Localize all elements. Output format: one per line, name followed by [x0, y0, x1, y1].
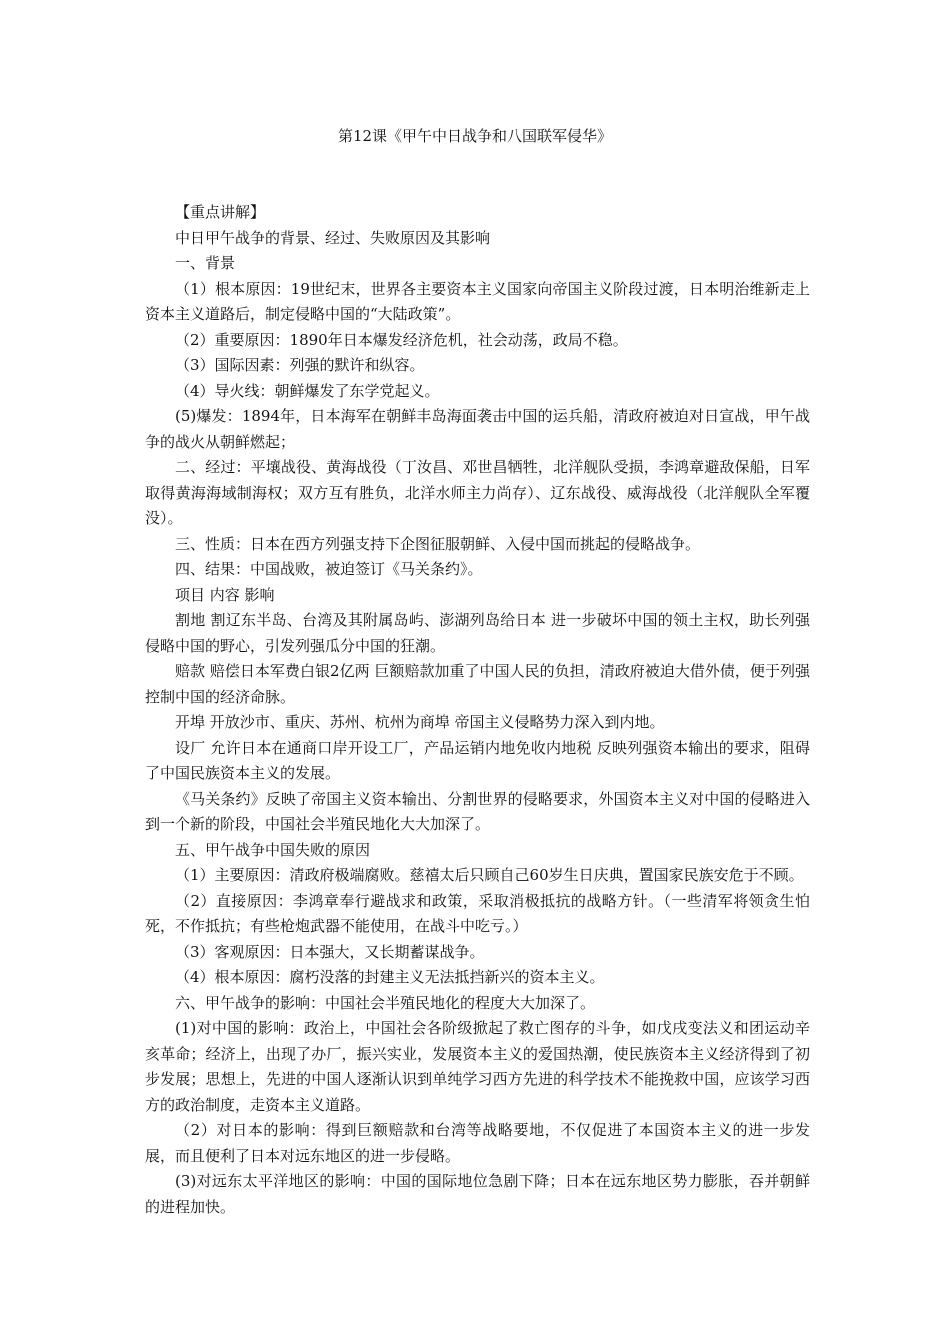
- paragraph: 三、性质：日本在西方列强支持下企图征服朝鲜、入侵中国而挑起的侵略战争。: [175, 534, 701, 553]
- paragraph: 《马关条约》反映了帝国主义资本输出、分割世界的侵略要求，外国资本主义对中国的侵略进入到一个新的阶段，中国社会半殖民地化大大加深了。: [145, 789, 810, 833]
- page-title: 第12课《甲午中日战争和八国联军侵华》: [337, 127, 613, 145]
- paragraph: （1）主要原因：清政府极端腐败。慈禧太后只顾自己60岁生日庆典，置国家民族安危于不顾。: [175, 866, 804, 884]
- paragraph: 一、背景: [175, 254, 236, 272]
- document-body: [145, 200, 810, 1220]
- paragraph: 中日甲午战争的背景、经过、失败原因及其影响: [175, 228, 491, 247]
- paragraph: 割地 割辽东半岛、台湾及其附属岛屿、澎湖列岛给日本 进一步破坏中国的领土主权，助长列强侵略中国的野心，引发列强瓜分中国的狂潮。: [145, 611, 810, 655]
- paragraph: （2）对日本的影响：得到巨额赔款和台湾等战略要地，不仅促进了本国资本主义的进一步发展，而且便利了日本对远东地区的进一步侵略。: [145, 1121, 810, 1165]
- paragraph: 项目 内容 影响: [175, 585, 275, 604]
- paragraph: (5)爆发：1894年，日本海军在朝鲜丰岛海面袭击中国的运兵船，清政府被迫对日宣战，甲午战争的战火从朝鲜燃起；: [145, 407, 810, 451]
- paragraph: 五、甲午战争中国失败的原因: [175, 840, 371, 859]
- paragraph: 设厂 允许日本在通商口岸开设工厂，产品运销内地免收内地税 反映列强资本输出的要求，阻碍了中国民族资本主义的发展。: [145, 738, 810, 782]
- paragraph: 【重点讲解】: [175, 203, 266, 221]
- paragraph: 二、经过：平壤战役、黄海战役（丁汝昌、邓世昌牺牲，北洋舰队受损，李鸿章避敌保船，日军取得黄海海域制海权；双方互有胜负，北洋水师主力尚存）、辽东战役、威海战役（北洋舰队全军覆没）。: [145, 458, 810, 527]
- paragraph: （2）重要原因：1890年日本爆发经济危机，社会动荡，政局不稳。: [175, 330, 628, 349]
- paragraph: （3）客观原因：日本强大，又长期蓄谋战争。: [175, 942, 485, 961]
- paragraph: (1)对中国的影响：政治上，中国社会各阶级掀起了救亡图存的斗争，如戊戌变法义和团运动辛亥革命；经济上，出现了办厂，振兴实业，发展资本主义的爱国热潮，使民族资本主义经济得到了初步发展；思想上，先进的中国人逐渐认识到单纯学习西方先进的科学技术不能挽救中国，应该学习西方的政治制度，走资本主义道路。: [145, 1019, 810, 1114]
- paragraph: （4）根本原因：腐朽没落的封建主义无法抵挡新兴的资本主义。: [175, 968, 605, 986]
- paragraph: (3)对远东太平洋地区的影响：中国的国际地位急剧下降；日本在远东地区势力膨胀，吞并朝鲜的进程加快。: [145, 1172, 810, 1216]
- paragraph: 四、结果：中国战败，被迫签订《马关条约》。: [175, 560, 483, 578]
- paragraph: （4）导火线：朝鲜爆发了东学党起义。: [175, 381, 440, 400]
- paragraph: 六、甲午战争的影响：中国社会半殖民地化的程度大大加深了。: [175, 993, 596, 1012]
- paragraph: （1）根本原因：19世纪末，世界各主要资本主义国家向帝国主义阶段过渡，日本明治维新走上资本主义道路后，制定侵略中国的“大陆政策”。: [145, 279, 810, 323]
- paragraph: （3）国际因素：列强的默许和纵容。: [175, 356, 425, 374]
- paragraph: 开埠 开放沙市、重庆、苏州、杭州为商埠 帝国主义侵略势力深入到内地。: [175, 713, 665, 731]
- paragraph: 赔款 赔偿日本军费白银2亿两 巨额赔款加重了中国人民的负担，清政府被迫大借外债，便于列强控制中国的经济命脉。: [145, 662, 810, 706]
- paragraph: （2）直接原因：李鸿章奉行避战求和政策，采取消极抵抗的战略方针。（一些清军将领贪生怕死，不作抵抗；有些枪炮武器不能使用，在战斗中吃亏。）: [145, 891, 810, 935]
